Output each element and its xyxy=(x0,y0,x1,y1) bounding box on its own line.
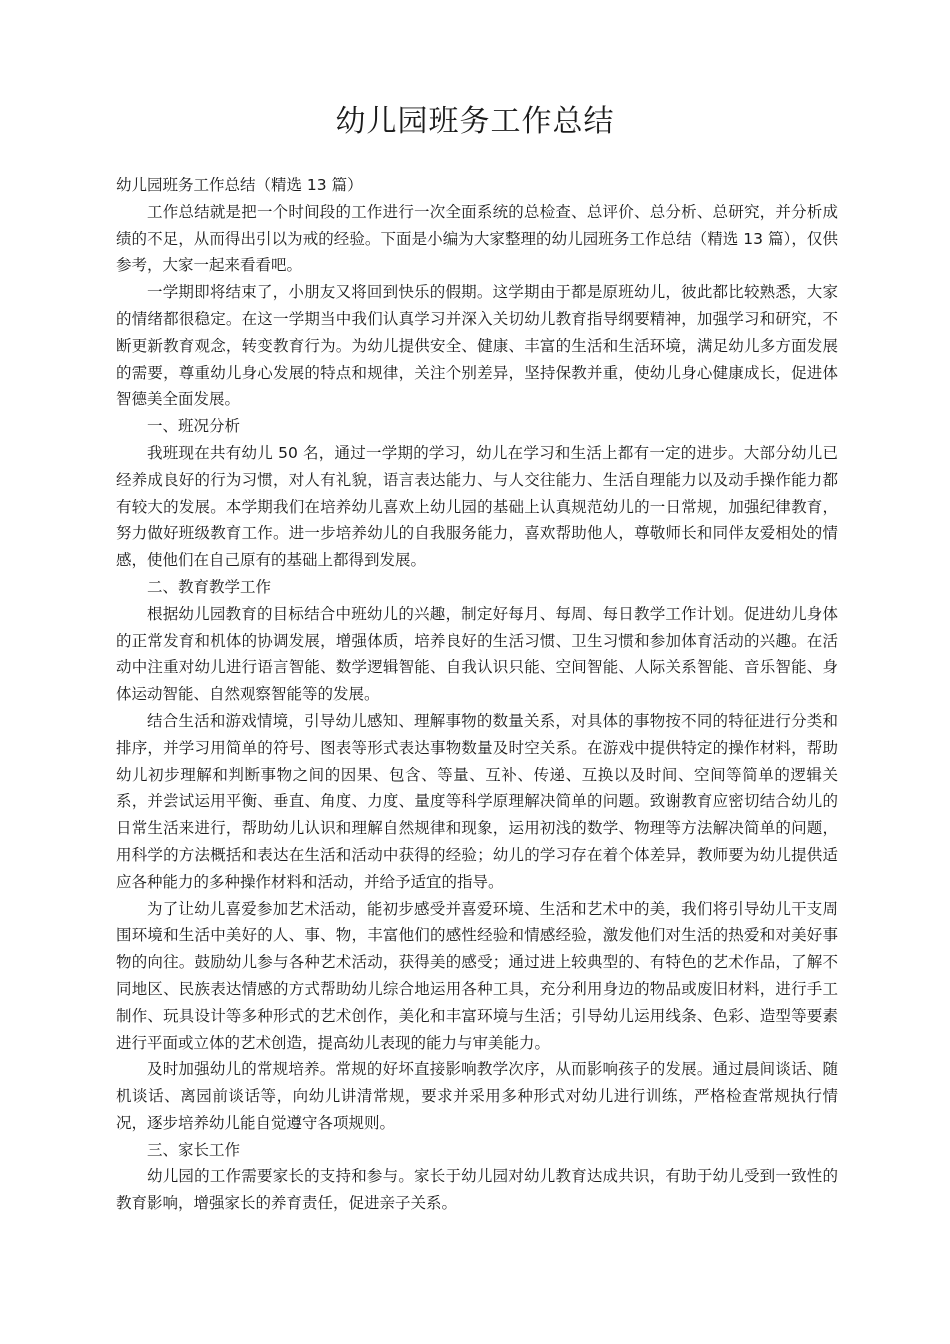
class-analysis-paragraph: 我班现在共有幼儿 50 名，通过一学期的学习，幼儿在学习和生活上都有一定的进步。大部分幼儿已经养成良好的行为习惯，对人有礼貌，语言表达能力、与人交往能力、生活自理能力以及动手操作能力都有较大的发展。本学期我们在培养幼儿喜欢上幼儿园的基础上认真规范幼儿的一日常规，加强纪律教育，努力做好班级教育工作。进一步培养幼儿的自我服务能力，喜欢帮助他人，尊敬师长和同伴友爱相处的情感，使他们在自己原有的基础上都得到发展。 xyxy=(116,443,838,570)
teaching-paragraph-4: 及时加强幼儿的常规培养。常规的好坏直接影响教学次序，从而影响孩子的发展。通过晨间谈话、随机谈话、离园前谈话等，向幼儿讲清常规，要求并采用多种形式对幼儿进行训练，严格检查常规执行情况，逐步培养幼儿能自觉遵守各项规则。 xyxy=(116,1060,838,1132)
teaching-paragraph-3: 为了让幼儿喜爱参加艺术活动，能初步感受并喜爱环境、生活和艺术中的美，我们将引导幼儿干支周围环境和生活中美好的人、事、物，丰富他们的感性经验和情感经验，激发他们对生活的热爱和对美好事物的向往。鼓励幼儿参与各种艺术活动，获得美的感受；通过进上较典型的、有特色的艺术作品，了解不同地区、民族表达情感的方式帮助幼儿综合地运用各种工具，充分利用身边的物品或废旧材料，进行手工制作、玩具设计等多种形式的艺术创作，美化和丰富环境与生活；引导幼儿运用线条、色彩、造型等要素进行平面或立体的艺术创造，提高幼儿表现的能力与审美能力。 xyxy=(116,899,838,1052)
document-title: 幼儿园班务工作总结 xyxy=(335,104,615,139)
document-body xyxy=(116,172,838,1217)
section-heading-parents: 三、家长工作 xyxy=(147,1140,241,1159)
document-subtitle: 幼儿园班务工作总结（精选 13 篇） xyxy=(116,176,363,194)
section-heading-teaching: 二、教育教学工作 xyxy=(147,577,272,596)
intro-paragraph: 工作总结就是把一个时间段的工作进行一次全面系统的总检查、总评价、总分析、总研究，并分析成绩的不足，从而得出引以为戒的经验。下面是小编为大家整理的幼儿园班务工作总结（精选 13 篇），仅供参考，大家一起来看看吧。 xyxy=(116,202,838,275)
teaching-paragraph-1: 根据幼儿园教育的目标结合中班幼儿的兴趣，制定好每月、每周、每日教学工作计划。促进幼儿身体的正常发育和机体的协调发展，增强体质，培养良好的生活习惯、卫生习惯和参加体育活动的兴趣。在活动中注重对幼儿进行语言智能、数学逻辑智能、自我认识只能、空间智能、人际关系智能、音乐智能、身体运动智能、自然观察智能等的发展。 xyxy=(116,604,838,704)
teaching-paragraph-2: 结合生活和游戏情境，引导幼儿感知、理解事物的数量关系，对具体的事物按不同的特征进行分类和排序，并学习用简单的符号、图表等形式表达事物数量及时空关系。在游戏中提供特定的操作材料，帮助幼儿初步理解和判断事物之间的因果、包含、等量、互补、传递、互换以及时间、空间等简单的逻辑关系，并尝试运用平衡、垂直、角度、力度、量度等科学原理解决简单的问题。致谢教育应密切结合幼儿的日常生活来进行，帮助幼儿认识和理解自然规律和现象，运用初浅的数学、物理等方法解决简单的问题，用科学的方法概括和表达在生活和活动中获得的经验；幼儿的学习存在着个体差异，教师要为幼儿提供适应各种能力的多种操作材料和活动，并给予适宜的指导。 xyxy=(116,711,838,891)
section-heading-class-analysis: 一、班况分析 xyxy=(147,417,241,436)
parents-paragraph: 幼儿园的工作需要家长的支持和参与。家长于幼儿园对幼儿教育达成共识，有助于幼儿受到一致性的教育影响，增强家长的养育责任，促进亲子关系。 xyxy=(116,1167,838,1213)
opening-paragraph: 一学期即将结束了，小朋友又将回到快乐的假期。这学期由于都是原班幼儿，彼此都比较熟悉，大家的情绪都很稳定。在这一学期当中我们认真学习并深入关切幼儿教育指导纲要精神，加强学习和研究，不断更新教育观念，转变教育行为。为幼儿提供安全、健康、丰富的生活和生活环境，满足幼儿多方面发展的需要，尊重幼儿身心发展的特点和规律，关注个别差异，坚持保教并重，使幼儿身心健康成长，促进体智德美全面发展。 xyxy=(116,283,838,409)
